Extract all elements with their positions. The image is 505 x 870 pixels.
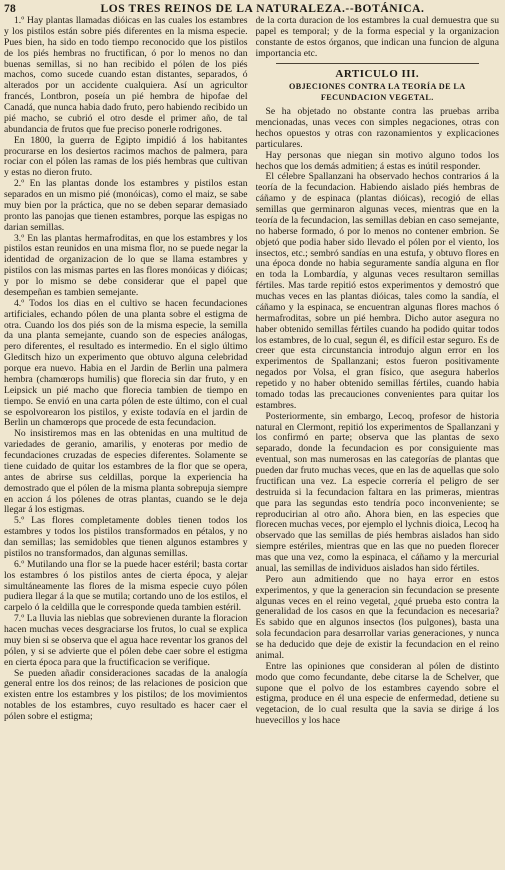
running-title: LOS TRES REINOS DE LA NATURALEZA.--BOTÁNICA. bbox=[100, 3, 425, 15]
paragraph: No insistiremos mas en las obtenidas en una multitud de variedades de geranio, amarilis, y enoteras por medio de fecundaciones cruzadas de especies diferentes. Solamente se tiene cuidado de quitar los estambres de la flor que se opera, antes de abrirse sus celdillas, porque la experiencia ha demostrado que el pólen de la misma planta sobrepuja siempre en accion á los pólenes de otras plantas, cuando se le deja llegar á los estigmas. bbox=[4, 428, 248, 516]
article-subheading: OBJECIONES CONTRA LA TEORÍA DE LA FECUNDACION VEGETAL. bbox=[288, 82, 466, 103]
article-heading: ARTICULO III. bbox=[335, 67, 420, 80]
paragraph: 4.º Todos los dias en el cultivo se hacen fecundaciones artificiales, echando pólen de una planta sobre el estigma de otra. Cuando los dos piés son de la misma especie, la semilla da una planta semejante, cuando son de especies análogas, pero diferentes, el resultado es intermedio. En el siglo último Gleditsch hizo un experimento que obtuvo alguna celebridad porque era nuevo. Habia en el Jardin de Berlin una palmera hembra (chamœrops humilis) que florecia sin dar fruto, y en Leipsick un pié macho que florecia tambien de tiempo en tiempo. Se envió en una carta pólen de este último, con el cual se espolvorearon los pistilos, y existe todavía en el jardin de Berlin un chamœrops que procede de esta fecundacion. bbox=[4, 297, 248, 429]
paragraph: Pero aun admitiendo que no haya error en estos experimentos, y que la generacion sin fecundacion se presente algunas veces en el reino vegetal, ¿qué prueba esto contra la generalidad de los casos en que la fecundacion es necesaria? Es sabido que en algunos insectos (los pulgones), basta una sola fecundacion para desarrollar varias generaciones, y nunca se ha deducido que deje de existir la fecundacion en el reino animal. bbox=[255, 573, 499, 661]
two-column-body bbox=[4, 16, 499, 868]
right-column bbox=[256, 16, 500, 868]
paragraph: En 1800, la guerra de Egipto impidió á los habitantes procurarse en los desiertos racimos machos de palmera, para rociar con el pólen las ramas de los piés hembras que cultivan y estas no dieron fruto. bbox=[4, 134, 248, 179]
page-number: 78 bbox=[4, 3, 16, 15]
paragraph: El célebre Spallanzani ha observado hechos contrarios á la teoría de la fecundacion. Habiendo aislado piés hembras de cáñamo y de espinaca (plantas dióicas), recogió de ellas semillas que germinaron algunas veces, mientras que en la teoría de la fecundacion, las semillas debian en caso semejante, no haberse formado, ó por lo menos no contener embrion. Se objetó que podia haber sido llevado el pólen por el viento, los insectos, etc.; sembró sandías en una estufa, y obtuvo flores en una época donde no habia seguramente sandía alguna en flor en toda la Lombardía, y algunas veces resultaron semillas fértiles. Mas tarde repitió estos experimentos y demostró que muchas veces en las plantas dióicas, tales como la sandía, el cáñamo y la espinaca, se encuentran algunas flores machos ó hermafroditas, sobre un pié hembra. Dicho autor asegura no haber obtenido semillas fértiles cuando ha podido quitar todos los estambres, de lo cual, segun él, es difícil estar seguro. Es de creer que esta circunstancia introdujo algun error en los experimentos de Spallanzani; estos fueron positivamente negados por Volsa, el gran físico, que asegura haberlos repetido y no haber obtenido semillas fértiles, cuando habia tomado todas las precauciones convenientes para quitar los estambres. bbox=[255, 171, 499, 411]
section-divider bbox=[276, 63, 480, 64]
paragraph: 6.º Mutilando una flor se la puede hacer estéril; basta cortar los estambres ó los pistilos antes de cierta época, y alejar simultáneamente las flores de la misma especie cuyo pólen pudiera llegar á la que se mutila; cortando uno de los estilos, el carpelo ó la celdilla que le corresponde queda tambien estéril. bbox=[4, 558, 248, 614]
paragraph: Hay personas que niegan sin motivo alguno todos los hechos que los demás admitien; á estas es inútil responder. bbox=[255, 149, 499, 172]
running-header bbox=[4, 3, 499, 15]
left-column bbox=[4, 16, 248, 868]
paragraph: 2.º En las plantas donde los estambres y pistilos estan separados en un mismo pié (monóicas), como el maiz, se sabe muy bien por la práctica, que no se deben separar demasiado pronto las panojas que tienen estambres, porque las espigas no darian semillas. bbox=[4, 178, 248, 233]
paragraph: Se ha objetado no obstante contra las pruebas arriba mencionadas, unas veces con simples negaciones, otras con hechos opuestos y otras con razonamientos y explicaciones particulares. bbox=[255, 106, 499, 150]
paragraph: Entre las opiniones que consideran al pólen de distinto modo que como fecundante, debe citarse la de Schelver, que supone que el polvo de los estambres cayendo sobre el estigma, produce en él una especie de enfermedad, detiene su vegetacion, de lo cual resulta que la savia se dirige á los huevecillos y los hace bbox=[255, 660, 499, 727]
paragraph: 3.º En las plantas hermafroditas, en que los estambres y los pistilos estan reunidos en una misma flor, no se puede negar la identidad de organizacion de lo que se llama estambres y pistilos con las mismas partes en las flores monóicas y dióicas; y por lo mismo se debe considerar que el papel que desempeñan es tambien semejante. bbox=[4, 232, 248, 298]
paragraph: Posteriormente, sin embargo, Lecoq, profesor de historia natural en Clermont, repitió los experimentos de Spallanzani y los confirmó en parte; observa que las plantas de sexo separado, donde la fecundacion es por consiguiente mas eventual, son mas numerosas en las categorías de plantas que pueden dar fruto muchas veces, que en las de aquellas que solo fructifican una vez. La especie correría el peligro de ser destruida si la fecundacion faltara en las primeras, mientras que para las segundas esto tendría poco inconveniente; se reproducirian al otro año. Ahora bien, en las especies que florecen muchas veces, por ejemplo el lychnis dioica, Lecoq ha observado que las semillas de piés hembras aislados han sido siempre estériles, mientras que en las que no pueden florecer mas que una vez, como la espinaca, el cáñamo y la mercurial anual, las semillas de individuos aislados han sido fértiles. bbox=[255, 410, 499, 574]
paragraph: 1.º Hay plantas llamadas dióicas en las cuales los estambres y los pistilos están sobre piés diferentes en la misma especie. Pues bien, ha sido en todo tiempo reconocido que los pistilos de los piés hembras no fructifican, ó por lo menos no dan buenas semillas, si no han recibido el pólen de los piés machos, como sucede cuando estan distantes, separados, ó alterados por un accidente cualquiera. Así un agricultor francés, Lontbron, poseía un pié hembra de hipofae del Canadá, que nunca habia dado fruto, pero habiendo recibido un pié macho, se cubrió el otro desde el primer año, de tal abundancia de frutos que fue preciso ponerle rodrigones. bbox=[4, 16, 248, 135]
paragraph: 5.º Las flores completamente dobles tienen todos los estambres y todos los pistilos transformados en pétalos, y no dan semillas; las semidobles que tienen algunos estambres y pistilos no transformados, dan algunas semillas. bbox=[4, 515, 248, 559]
paragraph: 7.º La lluvia las nieblas que sobrevienen durante la floracion hacen muchas veces desgraciarse los frutos, lo cual se explica muy bien si se observa que el agua hace reventar los granos del pólen, y si se advierte que el pólen debe caer sobre el estigma en cierta época para que la fructificacion se verifique. bbox=[4, 613, 248, 668]
paragraph: Se pueden añadir consideraciones sacadas de la analogía general entre los dos reinos; de las relaciones de posicion que existen entre los estambres y los pistilos; de los movimientos notables de los estambres, cuyo resultado es hacer caer el pólen sobre el estigma; bbox=[4, 667, 248, 722]
continued-paragraph: de la corta duracion de los estambres la cual demuestra que su papel es temporal; y de la forma especial y la organizacion constante de estos órganos, que indican una funcion de alguna importancia etc. bbox=[255, 16, 499, 59]
